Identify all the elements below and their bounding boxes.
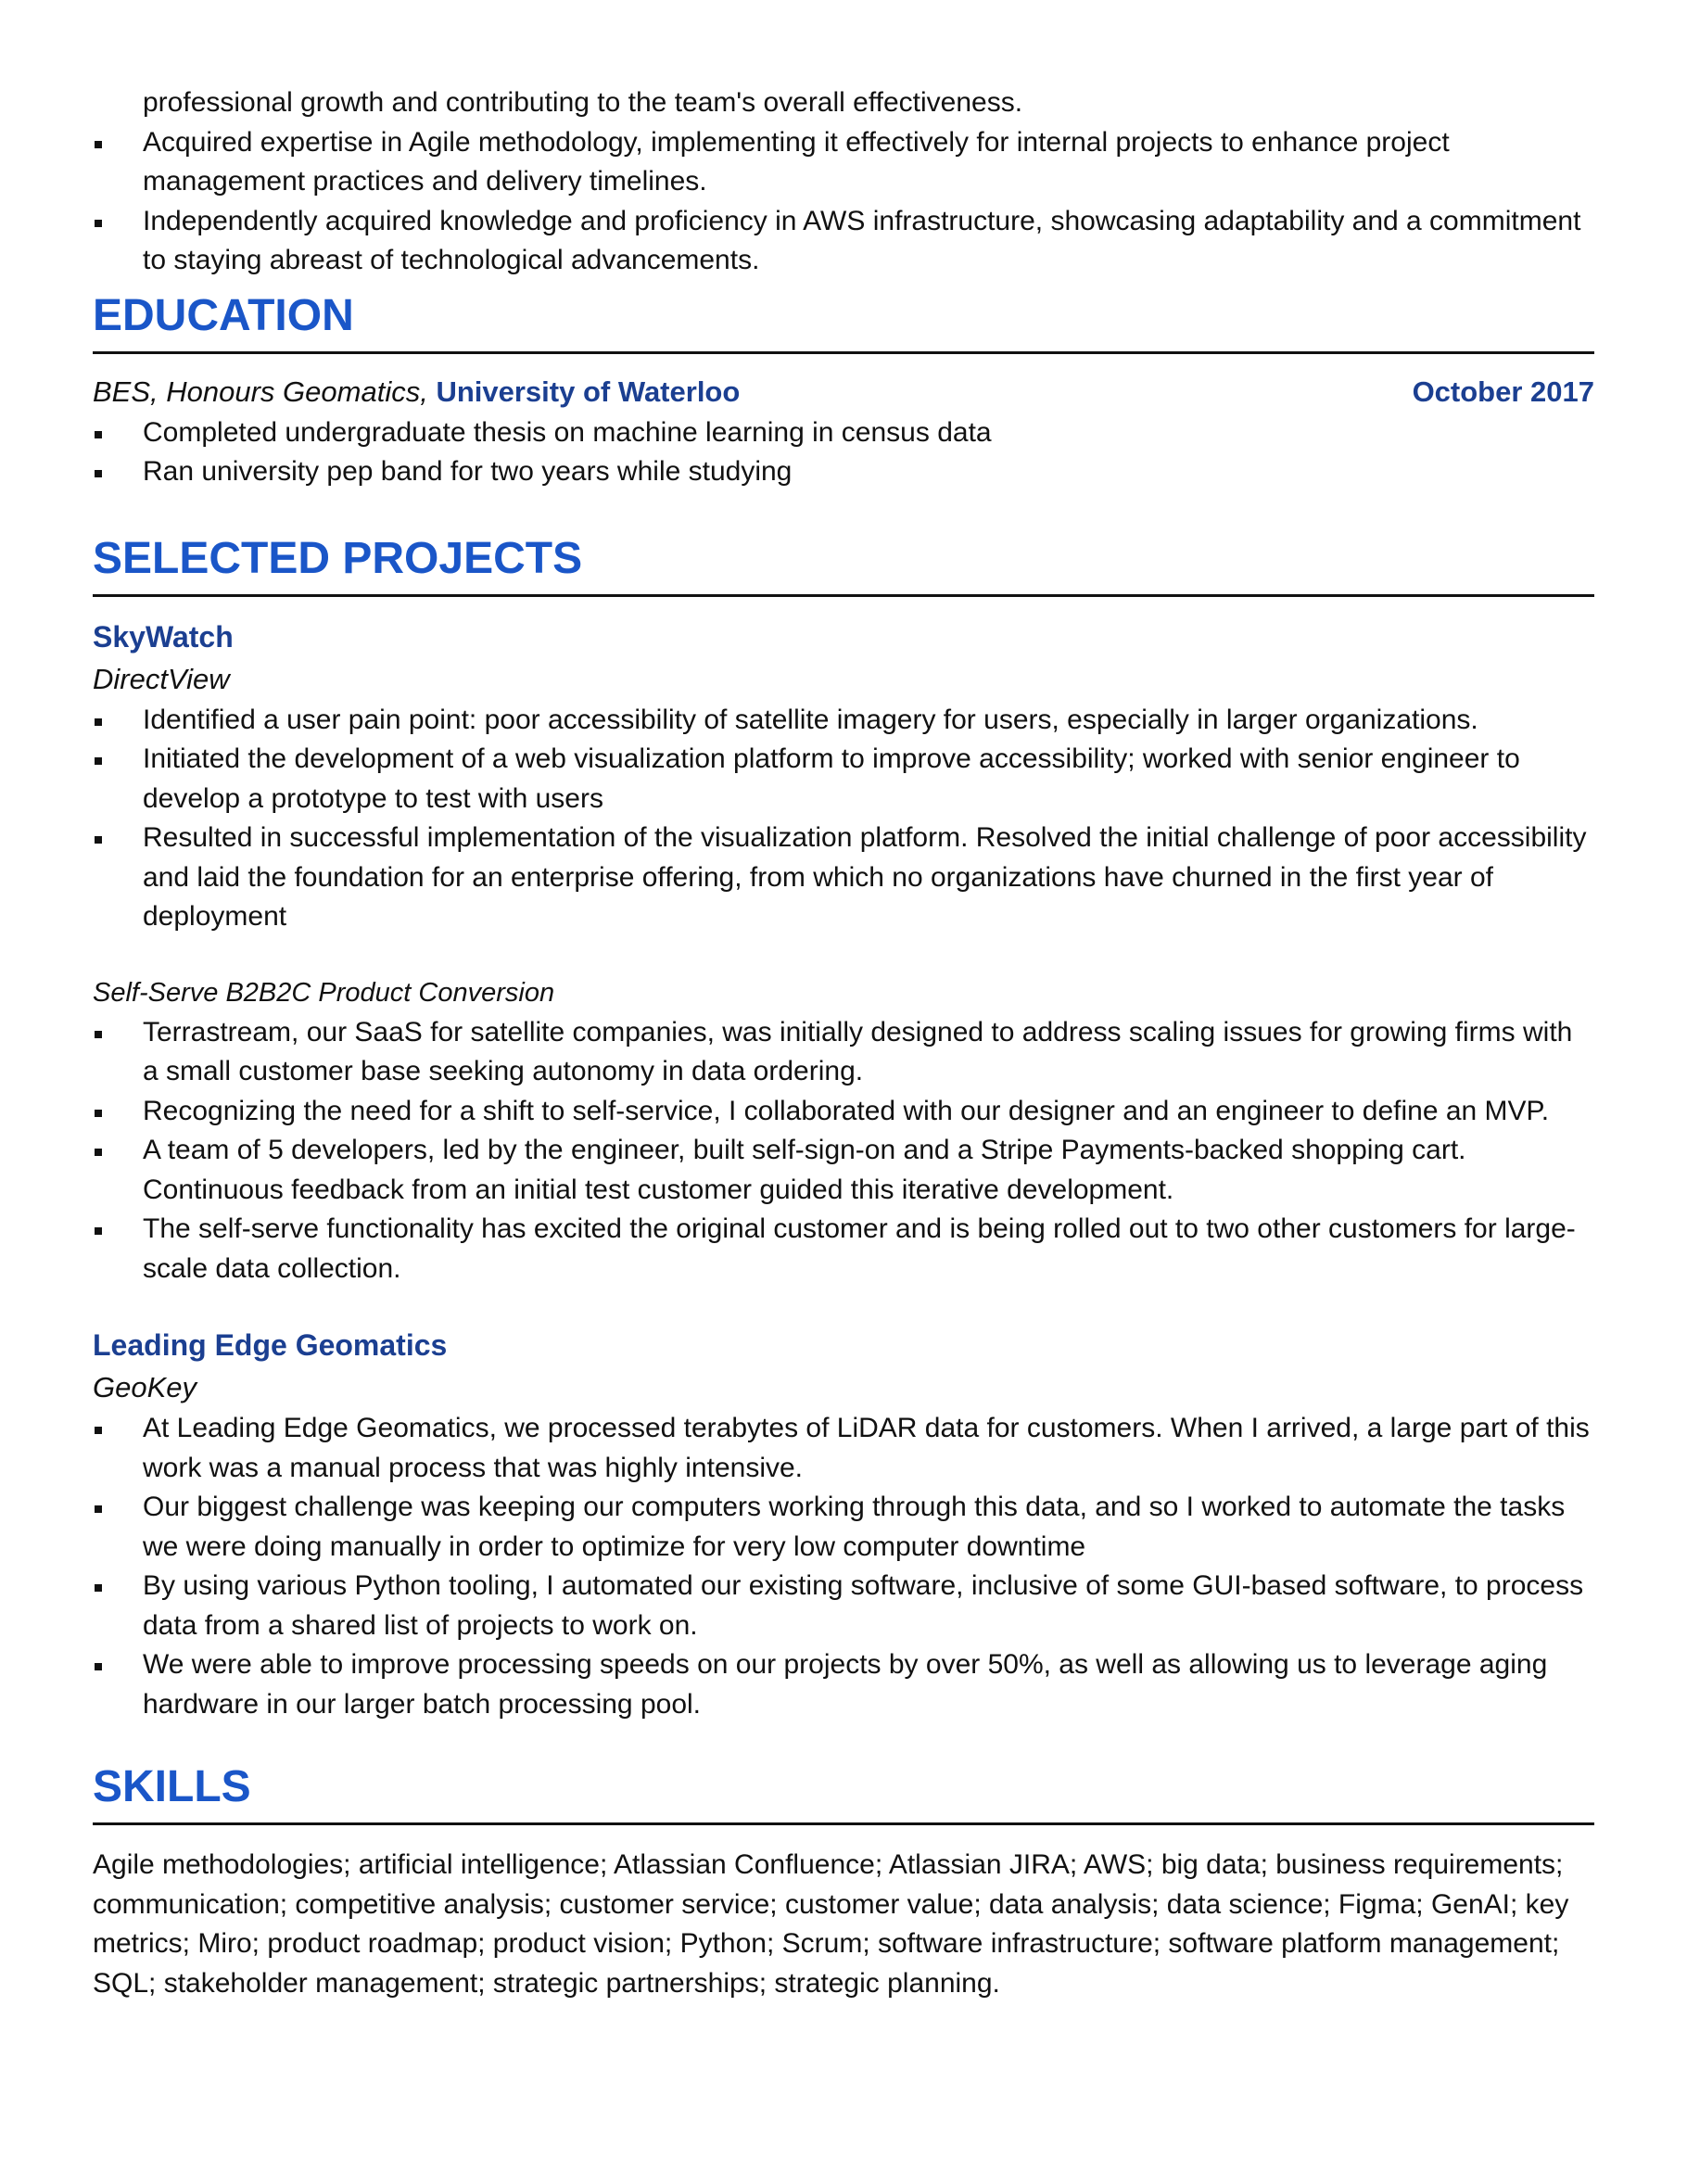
bullet-square-icon [95, 1110, 102, 1117]
bullet-square-icon [95, 1505, 102, 1513]
continued-bullet-text: professional growth and contributing to the team's overall effectiveness. [143, 87, 1023, 118]
list-item: The self-serve functionality has excited the original customer and is being rolled out to two other customers for large-scale data collection. [93, 1210, 1594, 1289]
project-org-name: Leading Edge Geomatics [93, 1328, 448, 1362]
education-heading: EDUCATION [93, 290, 1594, 354]
degree-line [93, 371, 740, 413]
bullet-square-icon [95, 141, 102, 148]
list-item: Recognizing the need for a shift to self-service, I collaborated with our designer and an engineer to define an MVP. [93, 1092, 1594, 1132]
bullet-square-icon [95, 220, 102, 227]
experience-continuation [93, 83, 1594, 281]
education-section [93, 290, 1594, 492]
list-item: Our biggest challenge was keeping our computers working through this data, and so I worked to automate the tasks we were doing manually in order to optimize for very low computer downtime [93, 1488, 1594, 1567]
list-item: We were able to improve processing speeds on our projects by over 50%, as well as allowing us to leverage aging hardware in our larger batch processing pool. [93, 1645, 1594, 1724]
skills-heading: SKILLS [93, 1761, 1594, 1825]
skills-section [93, 1761, 1594, 2003]
education-bullets [93, 413, 1594, 492]
list-item: Completed undergraduate thesis on machine learning in census data [93, 413, 1594, 453]
school-name: University of Waterloo [436, 375, 741, 408]
bullet-square-icon [95, 718, 102, 726]
list-item: Resulted in successful implementation of the visualization platform. Resolved the initial challenge of poor accessibility and laid the foundation for an enterprise offering, from which no organizations have churned in the first year of deployment [93, 819, 1594, 937]
degree: BES, Honours Geomatics, [93, 375, 428, 408]
list-item: Independently acquired knowledge and proficiency in AWS infrastructure, showcasing adaptability and a commitment to staying abreast of technological advancements. [93, 202, 1594, 281]
project-org-block [93, 1324, 1594, 1724]
project-org-block [93, 616, 1594, 1289]
list-item: Initiated the development of a web visualization platform to improve accessibility; worked with senior engineer to develop a prototype to test with users [93, 740, 1594, 819]
education-entry [93, 371, 1594, 413]
bullet-square-icon [95, 1031, 102, 1038]
projects-section [93, 533, 1594, 1725]
project-name: DirectView [93, 662, 230, 695]
project-name: Self-Serve B2B2C Product Conversion [93, 977, 555, 1008]
bullet-square-icon [95, 757, 102, 765]
bullet-square-icon [95, 1227, 102, 1235]
bullet-square-icon [95, 1149, 102, 1156]
bullet-square-icon [95, 470, 102, 477]
project-bullets [93, 1409, 1594, 1724]
bullet-square-icon [95, 1427, 102, 1434]
project-bullets [93, 1013, 1594, 1289]
bullet-square-icon [95, 1663, 102, 1670]
list-item: Ran university pep band for two years while studying [93, 452, 1594, 492]
skills-list: Agile methodologies; artificial intelligence; Atlassian Confluence; Atlassian JIRA; AWS; big data; business requirements; communication; competitive analysis; customer service; customer value; data analysis; data science; Figma; GenAI; key metrics; Miro; product roadmap; product vision; Python; Scrum; software infrastructure; software platform management; SQL; stakeholder management; strategic partnerships; strategic planning. [93, 1849, 1569, 1999]
list-item: A team of 5 developers, led by the engineer, built self-sign-on and a Stripe Payments-backed shopping cart. Continuous feedback from an initial test customer guided this iterative development. [93, 1131, 1594, 1210]
bullet-square-icon [95, 836, 102, 844]
bullet-square-icon [95, 1584, 102, 1592]
bullet-square-icon [95, 431, 102, 438]
list-item: Acquired expertise in Agile methodology, implementing it effectively for internal projects to enhance project management practices and delivery timelines. [93, 123, 1594, 202]
graduation-date: October 2017 [1412, 375, 1594, 408]
list-item: Identified a user pain point: poor accessibility of satellite imagery for users, especially in larger organizations. [93, 701, 1594, 741]
list-item: By using various Python tooling, I automated our existing software, inclusive of some GUI-based software, to process data from a shared list of projects to work on. [93, 1567, 1594, 1645]
experience-bullets [93, 123, 1594, 281]
list-item: Terrastream, our SaaS for satellite companies, was initially designed to address scaling issues for growing firms with a small customer base seeking autonomy in data ordering. [93, 1013, 1594, 1092]
list-item: At Leading Edge Geomatics, we processed terabytes of LiDAR data for customers. When I arrived, a large part of this work was a manual process that was highly intensive. [93, 1409, 1594, 1488]
project-bullets [93, 701, 1594, 937]
projects-heading: SELECTED PROJECTS [93, 533, 1594, 597]
project-org-name: SkyWatch [93, 619, 234, 654]
project-name: GeoKey [93, 1371, 197, 1403]
